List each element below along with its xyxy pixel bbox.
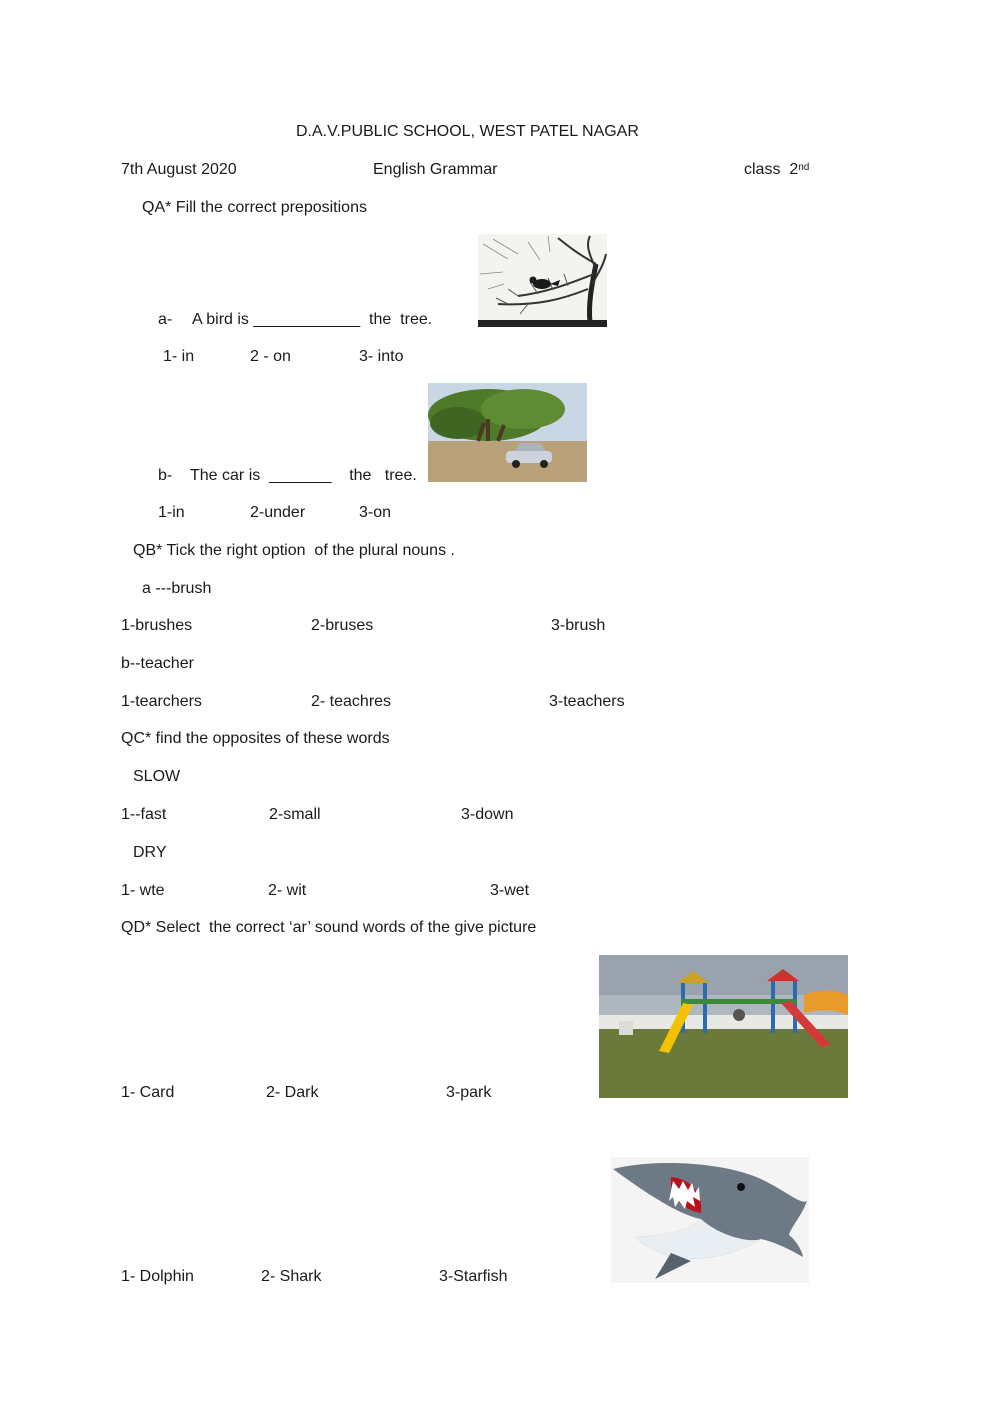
qd-heading: QD* Select the correct ‘ar’ sound words of the give picture (121, 919, 537, 936)
qb-heading: QB* Tick the right option of the plural nouns . (133, 542, 455, 559)
playground-park-icon (599, 955, 848, 1098)
car-under-tree-icon (428, 383, 587, 482)
qb-b-option-3[interactable]: 3-teachers (549, 693, 625, 710)
shark-image (611, 1157, 809, 1283)
subject-title: English Grammar (373, 161, 498, 178)
qa-heading: QA* Fill the correct prepositions (142, 199, 367, 216)
qc-word-slow: SLOW (133, 768, 181, 785)
qb-a-option-2[interactable]: 2-bruses (311, 617, 374, 634)
school-title: D.A.V.PUBLIC SCHOOL, WEST PATEL NAGAR (296, 123, 639, 140)
worksheet-date: 7th August 2020 (121, 161, 237, 178)
qa-b-option-3[interactable]: 3-on (359, 504, 392, 521)
class-text: class 2 (744, 161, 799, 178)
qa-b-label: b- (158, 467, 173, 484)
qa-b-sentence: The car is _______ the tree. (190, 467, 417, 484)
qa-a-label: a- (158, 311, 173, 328)
shark-icon (611, 1157, 809, 1283)
qd-p2-option-3[interactable]: 3-Starfish (439, 1268, 508, 1285)
qd-p1-option-3[interactable]: 3-park (446, 1084, 492, 1101)
qa-a-option-3[interactable]: 3- into (359, 348, 404, 365)
qa-a-option-1[interactable]: 1- in (163, 348, 195, 365)
qa-b-option-1[interactable]: 1-in (158, 504, 185, 521)
qb-b-option-1[interactable]: 1-tearchers (121, 693, 202, 710)
qc-slow-option-1[interactable]: 1--fast (121, 806, 167, 823)
car-under-tree-image (428, 383, 587, 482)
bird-on-tree-image (478, 234, 607, 327)
qd-p1-option-1[interactable]: 1- Card (121, 1084, 175, 1101)
qa-b-option-2[interactable]: 2-under (250, 504, 306, 521)
qc-dry-option-2[interactable]: 2- wit (268, 882, 307, 899)
class-suffix: nd (798, 162, 810, 173)
qb-a-word: a ---brush (142, 580, 212, 597)
qa-a-option-2[interactable]: 2 - on (250, 348, 291, 365)
playground-park-image (599, 955, 848, 1098)
qb-a-option-1[interactable]: 1-brushes (121, 617, 193, 634)
qb-b-word: b--teacher (121, 655, 194, 672)
qc-heading: QC* find the opposites of these words (121, 730, 390, 747)
qc-word-dry: DRY (133, 844, 167, 861)
qa-a-sentence: A bird is ____________ the tree. (192, 311, 433, 328)
qd-p2-option-1[interactable]: 1- Dolphin (121, 1268, 194, 1285)
qb-a-option-3[interactable]: 3-brush (551, 617, 606, 634)
qc-dry-option-1[interactable]: 1- wte (121, 882, 165, 899)
qc-dry-option-3[interactable]: 3-wet (490, 882, 530, 899)
class-label (744, 160, 809, 180)
qb-b-option-2[interactable]: 2- teachres (311, 693, 392, 710)
qd-p1-option-2[interactable]: 2- Dark (266, 1084, 319, 1101)
bird-on-tree-icon (478, 234, 607, 327)
qd-p2-option-2[interactable]: 2- Shark (261, 1268, 322, 1285)
qc-slow-option-3[interactable]: 3-down (461, 806, 514, 823)
qc-slow-option-2[interactable]: 2-small (269, 806, 321, 823)
